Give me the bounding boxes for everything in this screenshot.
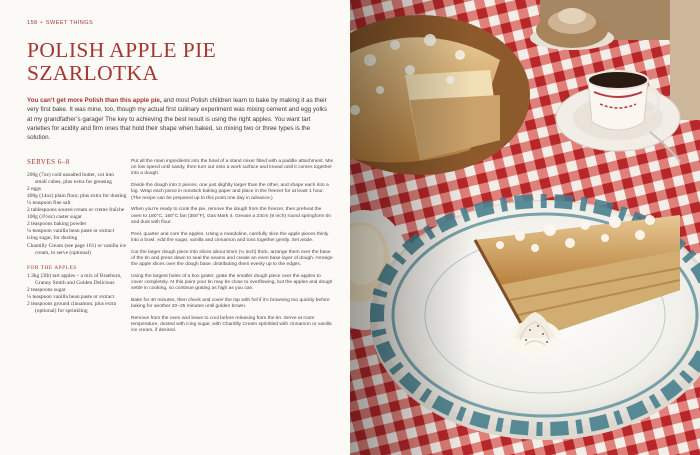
section-name: SWEET THINGS bbox=[45, 20, 94, 26]
ingredient-item: Chantilly Cream (see page 161) or vanilla ice cream, to serve (optional) bbox=[27, 242, 126, 256]
ingredient-item: icing sugar, for dusting bbox=[27, 235, 78, 242]
recipe-intro bbox=[27, 96, 330, 142]
recipe-title-sub: SZARLOTKA bbox=[27, 61, 159, 85]
ingredients-column bbox=[27, 159, 127, 315]
recipe-title-main: POLISH APPLE PIE bbox=[27, 38, 217, 62]
method-step: When you’re ready to cook the pie, remove the dough from the freezer, then preheat the oven to 180°C, 160°C fan (350°F), Gas Mark 4. Grease a 23cm (9 inch) round springform tin and dust with flour. bbox=[131, 207, 331, 225]
apples-heading: FOR THE APPLES bbox=[27, 264, 77, 271]
recipe-title bbox=[27, 39, 216, 85]
ingredient-item: 400g (14oz) plain flour, plus extra for dusting bbox=[27, 193, 127, 200]
running-head-separator: • bbox=[40, 20, 43, 26]
method-step: Put all the main ingredients into the bowl of a stand mixer fitted with a paddle attachment. Mix on low speed until sandy, then turn out onto a work surface and knead until it comes together into a dough. bbox=[131, 159, 333, 177]
ingredient-item: 2 teaspoons ground cinnamon, plus extra (optional) for sprinkling bbox=[27, 300, 117, 314]
pie-photo bbox=[350, 0, 700, 455]
ingredient-item: 2 teaspoons sugar bbox=[27, 286, 66, 293]
method-step: Using the largest holes of a box grater, grate the smaller dough piece over the apples to cover completely. At this point your tin may be close to overflowing, but the apples and dough settle in cooking, so continue grating as high as you can. bbox=[131, 273, 333, 292]
page-fold-shadow bbox=[350, 0, 700, 455]
ingredient-list bbox=[27, 172, 127, 257]
intro-lead: You can’t get more Polish than this apple pie, bbox=[27, 97, 162, 104]
ingredient-item: 2 teaspoons baking powder bbox=[27, 221, 87, 228]
method-step: Cut the larger dough piece into slices about 5mm (¼ inch) thick, arrange them over the base of the tin and press down to seal the seams and create an even base layer of dough. Arrange the apple slices over the dough base, distributing them evenly up to the edges. bbox=[131, 249, 333, 268]
pie-photo-illustration bbox=[350, 0, 700, 455]
serves-label: SERVES 6–8 bbox=[27, 158, 70, 166]
running-head bbox=[27, 20, 93, 26]
method-step: Bake for 40 minutes, then check and cover the top with foil if it’s browning too quickly before baking for another 20–25 minutes until golden brown. bbox=[131, 298, 330, 310]
ingredient-item: ¼ teaspoon fine salt bbox=[27, 200, 71, 207]
ingredient-item: 1.3kg (3lb) tart apples – a mix of Braeburn, Granny Smith and Golden Delicious bbox=[27, 272, 122, 286]
ingredient-item: 2 eggs bbox=[27, 186, 42, 193]
ingredient-item: ¼ teaspoon vanilla bean paste or extract bbox=[27, 228, 115, 235]
ingredient-item: ¼ teaspoon vanilla bean paste or extract bbox=[27, 293, 115, 300]
method-column bbox=[131, 159, 333, 340]
method-step: Divide the dough into 2 pieces, one just slightly larger than the other, and shape each into a log. Wrap each piece in nonstick baking paper and place in the freezer for at least 1 hour. (The recipe can be prepared up to this point one day in advance.) bbox=[131, 183, 329, 201]
ingredient-item: 2 tablespoons soured cream or creme fraîche bbox=[27, 207, 125, 214]
page-number: 158 bbox=[27, 20, 38, 26]
intro-body: and most Polish children learn to bake by making it as their very first bake. It was mine, too, though my actual first culinary experiment was mixing cement and egg yolks at my grandfather’s garage! The key to achieving the best result is using the right apples. You want tart varieties for acidity and firm ones that hold their shape when baked, so mixing two or three types is the solution. bbox=[27, 97, 328, 142]
ingredient-item: 200g (7oz) cold unsalted butter, cut into small cubes, plus extra for greasing bbox=[27, 172, 114, 186]
method-step: Peel, quarter and core the apples. Using a mandoline, carefully slice the apple pieces thinly into a bowl. Add the sugar, vanilla and cinnamon and toss together gently. Set aside. bbox=[131, 231, 329, 243]
method-step: Remove from the oven and leave to cool before releasing from the tin. Serve at room temperature, dusted with icing sugar, with Chantilly Cream sprinkled with cinnamon or vanilla ice cream, if desired. bbox=[131, 316, 332, 334]
apples-list bbox=[27, 273, 127, 315]
ingredient-item: 100g (3½oz) caster sugar bbox=[27, 214, 82, 221]
